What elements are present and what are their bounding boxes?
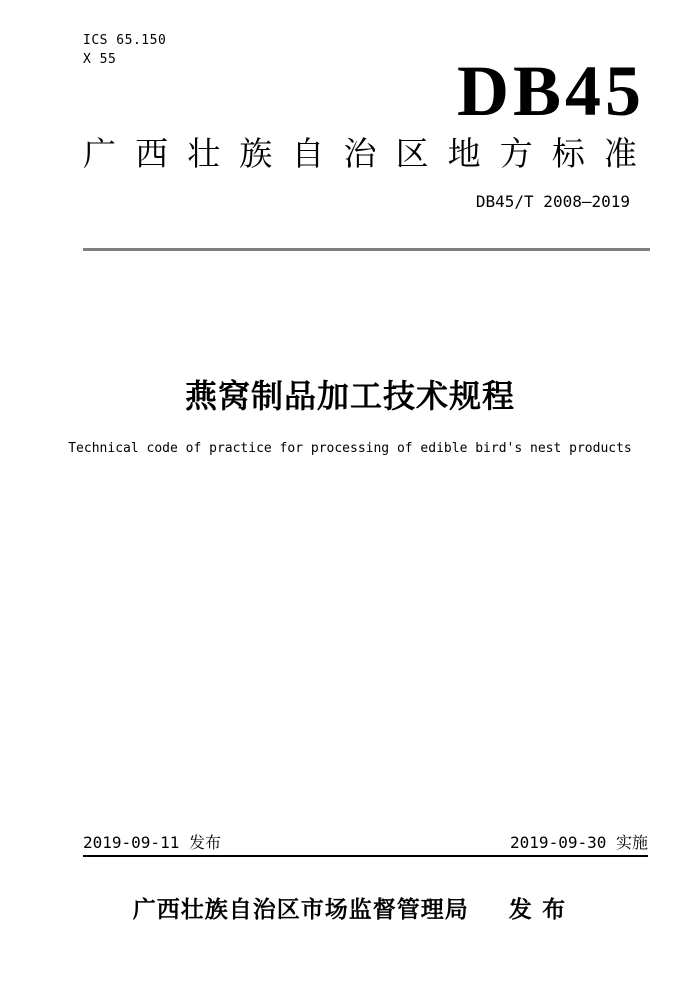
standard-name-char: 区 xyxy=(395,135,429,172)
standard-name-char: 地 xyxy=(447,135,481,172)
standard-name-char: 标 xyxy=(551,135,585,172)
standard-name-char: 族 xyxy=(239,135,273,172)
standard-name-char: 广 xyxy=(83,135,116,172)
publisher-row xyxy=(0,895,700,923)
ics-code: ICS 65.150 xyxy=(83,33,167,48)
standard-name-char: 自 xyxy=(291,135,325,172)
standard-name-char: 方 xyxy=(499,135,533,172)
publisher-name: 广西壮族自治区市场监督管理局 xyxy=(132,896,469,922)
date-row xyxy=(83,833,648,857)
document-title-chinese: 燕窝制品加工技术规程 xyxy=(184,378,515,414)
standard-number: DB45/T 2008—2019 xyxy=(475,192,630,211)
standard-name-heading xyxy=(83,135,637,173)
implement-date: 2019-09-30 实施 xyxy=(510,833,648,852)
doc-class-code: X 55 xyxy=(83,52,117,67)
document-title-english: Technical code of practice for processing of edible bird's nest products xyxy=(68,441,632,456)
publish-label: 发 布 xyxy=(508,896,568,922)
standard-name-char: 准 xyxy=(603,135,637,172)
standard-name-char: 西 xyxy=(135,135,169,172)
standard-name-char: 壮 xyxy=(187,135,221,172)
standard-name-char: 治 xyxy=(343,135,377,172)
header-divider-rule xyxy=(83,248,650,251)
ics-classification-block xyxy=(83,31,166,69)
db45-logo: DB45 xyxy=(456,51,645,131)
issue-date: 2019-09-11 发布 xyxy=(83,833,221,852)
